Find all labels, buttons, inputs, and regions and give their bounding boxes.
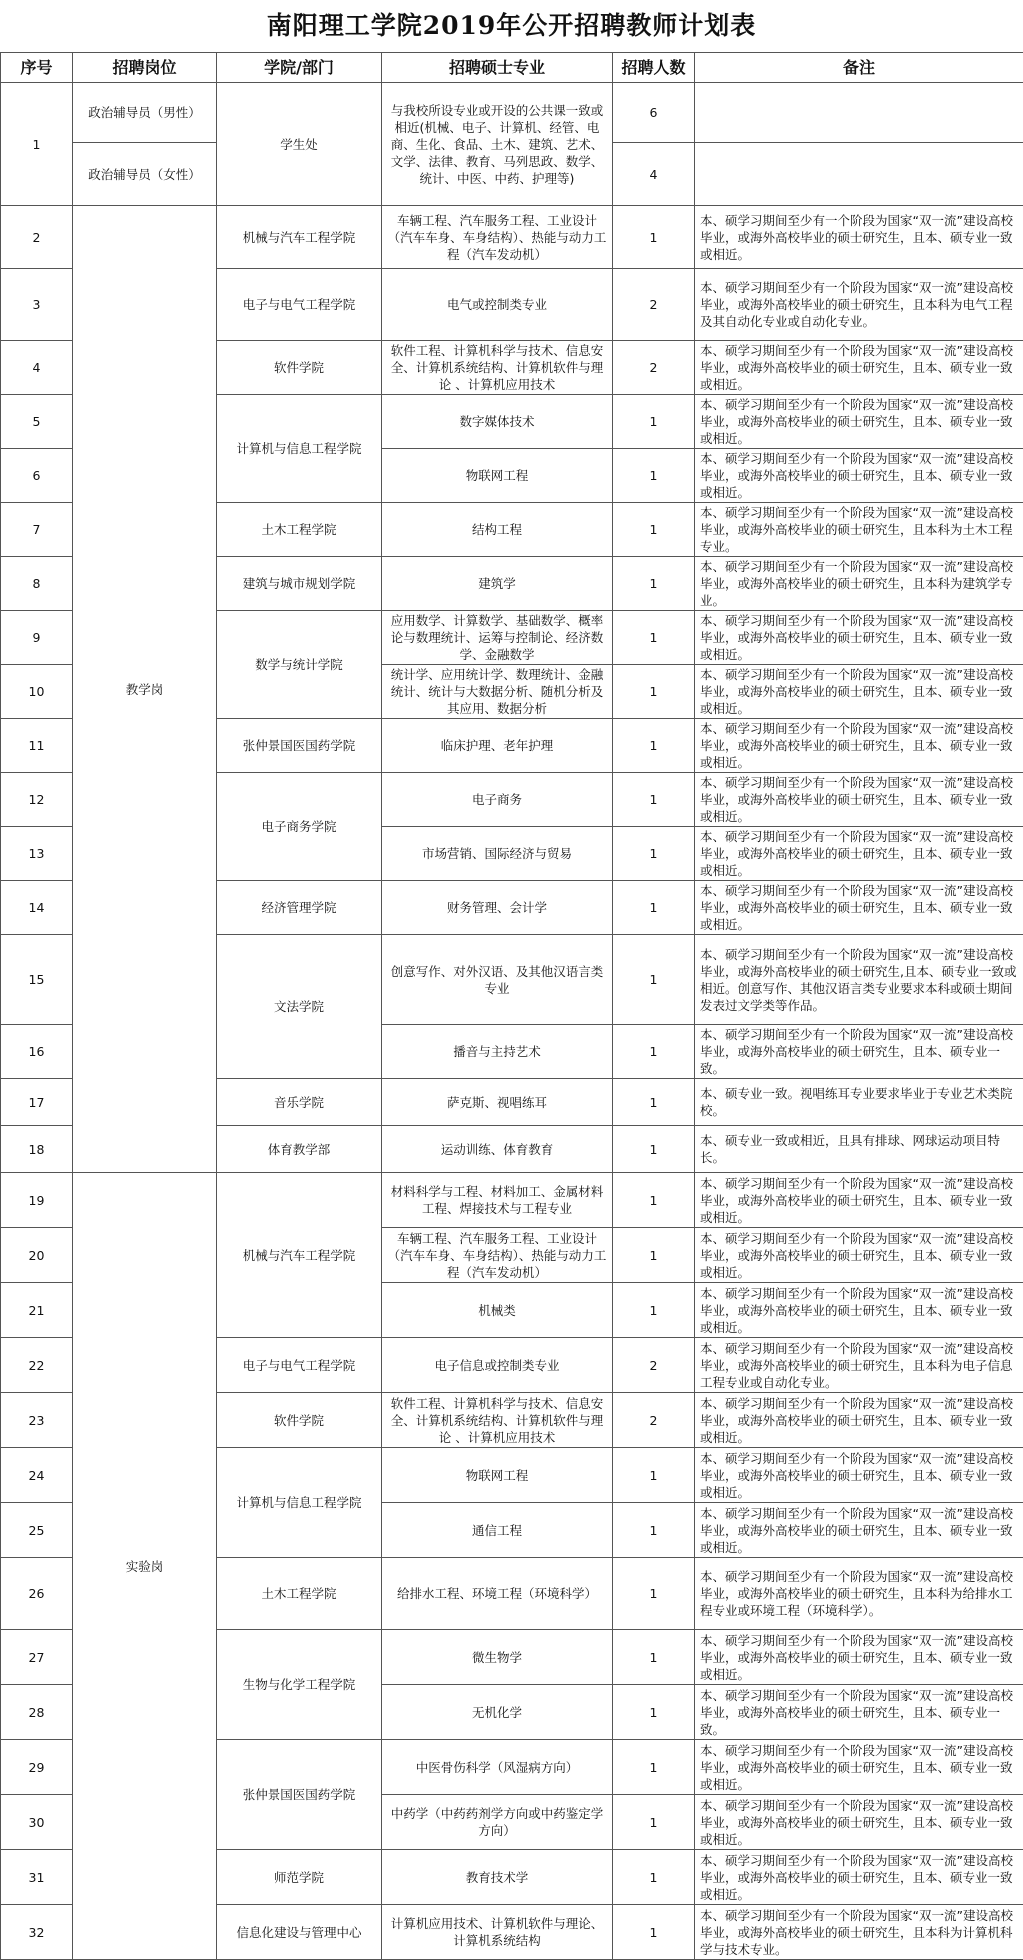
dept-cell: 经济管理学院	[217, 881, 382, 935]
table-row	[1, 1173, 1023, 1228]
note-cell: 本、硕专业一致。视唱练耳专业要求毕业于专业艺术类院校。	[695, 1079, 1023, 1126]
major-cell: 电子信息或控制类专业	[382, 1338, 613, 1393]
dept-cell: 电子商务学院	[217, 773, 382, 881]
count-cell: 2	[613, 1393, 695, 1448]
count-cell: 1	[613, 1503, 695, 1558]
note-cell: 本、硕学习期间至少有一个阶段为国家“双一流”建设高校毕业，或海外高校毕业的硕士研究生，且本、硕专业一致或相近。	[695, 1850, 1023, 1905]
seq-cell: 30	[1, 1795, 73, 1850]
note-cell: 本、硕学习期间至少有一个阶段为国家“双一流”建设高校毕业，或海外高校毕业的硕士研究生，且本、硕专业一致或相近。	[695, 773, 1023, 827]
seq-cell: 17	[1, 1079, 73, 1126]
dept-cell: 数学与统计学院	[217, 611, 382, 719]
note-cell	[695, 143, 1023, 206]
seq-cell: 7	[1, 503, 73, 557]
note-cell: 本、硕学习期间至少有一个阶段为国家“双一流”建设高校毕业，或海外高校毕业的硕士研究生，且本、硕专业一致或相近。	[695, 719, 1023, 773]
note-cell: 本、硕学习期间至少有一个阶段为国家“双一流”建设高校毕业，或海外高校毕业的硕士研究生，且本科为电子信息工程专业或自动化专业。	[695, 1338, 1023, 1393]
seq-cell: 3	[1, 269, 73, 341]
count-cell: 1	[613, 449, 695, 503]
page-title: 南阳理工学院2019年公开招聘教师计划表	[0, 0, 1023, 52]
major-cell: 教育技术学	[382, 1850, 613, 1905]
major-cell: 统计学、应用统计学、数理统计、金融统计、统计与大数据分析、随机分析及其应用、数据分析	[382, 665, 613, 719]
dept-cell: 张仲景国医国药学院	[217, 1740, 382, 1850]
count-cell: 2	[613, 269, 695, 341]
count-cell: 1	[613, 1850, 695, 1905]
dept-cell: 信息化建设与管理中心	[217, 1905, 382, 1960]
recruitment-table	[0, 52, 1023, 1960]
major-cell: 临床护理、老年护理	[382, 719, 613, 773]
header-note: 备注	[695, 53, 1023, 83]
major-cell: 市场营销、国际经济与贸易	[382, 827, 613, 881]
header-row	[1, 53, 1023, 83]
count-cell: 1	[613, 1283, 695, 1338]
post-cell: 政治辅导员（男性）	[73, 83, 217, 143]
major-cell: 与我校所设专业或开设的公共课一致或相近(机械、电子、计算机、经管、电商、生化、食品、土木、建筑、艺术、文学、法律、教育、马列思政、数学、统计、中医、中药、护理等)	[382, 83, 613, 206]
note-cell: 本、硕学习期间至少有一个阶段为国家“双一流”建设高校毕业，或海外高校毕业的硕士研究生，且本、硕专业一致或相近。	[695, 1283, 1023, 1338]
count-cell: 1	[613, 1905, 695, 1960]
count-cell: 1	[613, 1228, 695, 1283]
dept-cell: 体育教学部	[217, 1126, 382, 1173]
seq-cell: 5	[1, 395, 73, 449]
note-cell: 本、硕学习期间至少有一个阶段为国家“双一流”建设高校毕业，或海外高校毕业的硕士研究生，且本、硕专业一致。	[695, 1025, 1023, 1079]
seq-cell: 10	[1, 665, 73, 719]
major-cell: 结构工程	[382, 503, 613, 557]
note-cell: 本、硕学习期间至少有一个阶段为国家“双一流”建设高校毕业，或海外高校毕业的硕士研究生，且本、硕专业一致或相近。	[695, 1795, 1023, 1850]
note-cell: 本、硕学习期间至少有一个阶段为国家“双一流”建设高校毕业，或海外高校毕业的硕士研究生，且本、硕专业一致或相近。	[695, 1630, 1023, 1685]
seq-cell: 27	[1, 1630, 73, 1685]
major-cell: 微生物学	[382, 1630, 613, 1685]
dept-cell: 机械与汽车工程学院	[217, 1173, 382, 1338]
major-cell: 中药学（中药药剂学方向或中药鉴定学方向）	[382, 1795, 613, 1850]
seq-cell: 24	[1, 1448, 73, 1503]
major-cell: 车辆工程、汽车服务工程、工业设计（汽车车身、车身结构）、热能与动力工程（汽车发动机）	[382, 1228, 613, 1283]
note-cell: 本、硕学习期间至少有一个阶段为国家“双一流”建设高校毕业，或海外高校毕业的硕士研究生，且本、硕专业一致或相近。	[695, 206, 1023, 269]
major-cell: 软件工程、计算机科学与技术、信息安全、计算机系统结构、计算机软件与理论 、计算机应用技术	[382, 341, 613, 395]
count-cell: 1	[613, 773, 695, 827]
note-cell	[695, 83, 1023, 143]
header-count: 招聘人数	[613, 53, 695, 83]
seq-cell: 6	[1, 449, 73, 503]
header-major: 招聘硕士专业	[382, 53, 613, 83]
dept-cell: 土木工程学院	[217, 503, 382, 557]
major-cell: 运动训练、体育教育	[382, 1126, 613, 1173]
count-cell: 1	[613, 1685, 695, 1740]
count-cell: 1	[613, 827, 695, 881]
count-cell: 1	[613, 665, 695, 719]
note-cell: 本、硕学习期间至少有一个阶段为国家“双一流”建设高校毕业，或海外高校毕业的硕士研究生，且本科为给排水工程专业或环境工程（环境科学）。	[695, 1558, 1023, 1630]
dept-cell: 机械与汽车工程学院	[217, 206, 382, 269]
major-cell: 财务管理、会计学	[382, 881, 613, 935]
major-cell: 创意写作、对外汉语、及其他汉语言类专业	[382, 935, 613, 1025]
seq-cell: 2	[1, 206, 73, 269]
seq-cell: 32	[1, 1905, 73, 1960]
seq-cell: 28	[1, 1685, 73, 1740]
note-cell: 本、硕学习期间至少有一个阶段为国家“双一流”建设高校毕业，或海外高校毕业的硕士研究生，且本科为建筑学专业。	[695, 557, 1023, 611]
note-cell: 本、硕学习期间至少有一个阶段为国家“双一流”建设高校毕业，或海外高校毕业的硕士研究生，且本、硕专业一致或相近。	[695, 1448, 1023, 1503]
dept-cell: 计算机与信息工程学院	[217, 395, 382, 503]
seq-cell: 1	[1, 83, 73, 206]
header-post: 招聘岗位	[73, 53, 217, 83]
seq-cell: 23	[1, 1393, 73, 1448]
count-cell: 1	[613, 1126, 695, 1173]
seq-cell: 8	[1, 557, 73, 611]
header-dept: 学院/部门	[217, 53, 382, 83]
major-cell: 建筑学	[382, 557, 613, 611]
note-cell: 本、硕学习期间至少有一个阶段为国家“双一流”建设高校毕业，或海外高校毕业的硕士研究生，且本、硕专业一致或相近。	[695, 1173, 1023, 1228]
major-cell: 软件工程、计算机科学与技术、信息安全、计算机系统结构、计算机软件与理论 、计算机应用技术	[382, 1393, 613, 1448]
seq-cell: 26	[1, 1558, 73, 1630]
note-cell: 本、硕学习期间至少有一个阶段为国家“双一流”建设高校毕业，或海外高校毕业的硕士研究生，且本、硕专业一致或相近。	[695, 1503, 1023, 1558]
note-cell: 本、硕学习期间至少有一个阶段为国家“双一流”建设高校毕业，或海外高校毕业的硕士研究生，且本、硕专业一致。	[695, 1685, 1023, 1740]
count-cell: 1	[613, 206, 695, 269]
seq-cell: 21	[1, 1283, 73, 1338]
seq-cell: 16	[1, 1025, 73, 1079]
seq-cell: 19	[1, 1173, 73, 1228]
count-cell: 6	[613, 83, 695, 143]
seq-cell: 31	[1, 1850, 73, 1905]
seq-cell: 11	[1, 719, 73, 773]
note-cell: 本、硕学习期间至少有一个阶段为国家“双一流”建设高校毕业，或海外高校毕业的硕士研究生，且本、硕专业一致或相近。	[695, 881, 1023, 935]
dept-cell: 音乐学院	[217, 1079, 382, 1126]
count-cell: 1	[613, 1558, 695, 1630]
count-cell: 1	[613, 1740, 695, 1795]
count-cell: 2	[613, 1338, 695, 1393]
count-cell: 1	[613, 1173, 695, 1228]
count-cell: 1	[613, 719, 695, 773]
count-cell: 1	[613, 1448, 695, 1503]
count-cell: 1	[613, 1795, 695, 1850]
dept-cell: 师范学院	[217, 1850, 382, 1905]
note-cell: 本、硕学习期间至少有一个阶段为国家“双一流”建设高校毕业，或海外高校毕业的硕士研究生，且本、硕专业一致或相近。	[695, 1740, 1023, 1795]
major-cell: 电气或控制类专业	[382, 269, 613, 341]
major-cell: 物联网工程	[382, 449, 613, 503]
dept-cell: 电子与电气工程学院	[217, 269, 382, 341]
seq-cell: 15	[1, 935, 73, 1025]
dept-cell: 建筑与城市规划学院	[217, 557, 382, 611]
seq-cell: 14	[1, 881, 73, 935]
dept-cell: 学生处	[217, 83, 382, 206]
seq-cell: 22	[1, 1338, 73, 1393]
major-cell: 数字媒体技术	[382, 395, 613, 449]
table-row	[1, 206, 1023, 269]
count-cell: 1	[613, 395, 695, 449]
seq-cell: 4	[1, 341, 73, 395]
major-cell: 计算机应用技术、计算机软件与理论、计算机系统结构	[382, 1905, 613, 1960]
header-seq: 序号	[1, 53, 73, 83]
dept-cell: 软件学院	[217, 1393, 382, 1448]
note-cell: 本、硕学习期间至少有一个阶段为国家“双一流”建设高校毕业，或海外高校毕业的硕士研究生，且本、硕专业一致或相近。	[695, 449, 1023, 503]
major-cell: 车辆工程、汽车服务工程、工业设计（汽车车身、车身结构）、热能与动力工程（汽车发动机）	[382, 206, 613, 269]
major-cell: 物联网工程	[382, 1448, 613, 1503]
note-cell: 本、硕学习期间至少有一个阶段为国家“双一流”建设高校毕业，或海外高校毕业的硕士研究生，且本、硕专业一致或相近。	[695, 1393, 1023, 1448]
post-cell: 教学岗	[73, 206, 217, 1173]
dept-cell: 土木工程学院	[217, 1558, 382, 1630]
seq-cell: 20	[1, 1228, 73, 1283]
major-cell: 无机化学	[382, 1685, 613, 1740]
count-cell: 1	[613, 1630, 695, 1685]
table-row	[1, 83, 1023, 143]
note-cell: 本、硕学习期间至少有一个阶段为国家“双一流”建设高校毕业，或海外高校毕业的硕士研究生，且本、硕专业一致或相近。	[695, 1228, 1023, 1283]
dept-cell: 软件学院	[217, 341, 382, 395]
count-cell: 2	[613, 341, 695, 395]
post-cell: 政治辅导员（女性）	[73, 143, 217, 206]
dept-cell: 张仲景国医国药学院	[217, 719, 382, 773]
note-cell: 本、硕学习期间至少有一个阶段为国家“双一流”建设高校毕业，或海外高校毕业的硕士研究生，且本、硕专业一致或相近。	[695, 611, 1023, 665]
note-cell: 本、硕学习期间至少有一个阶段为国家“双一流”建设高校毕业，或海外高校毕业的硕士研究生，且本、硕专业一致或相近。	[695, 395, 1023, 449]
major-cell: 通信工程	[382, 1503, 613, 1558]
dept-cell: 文法学院	[217, 935, 382, 1079]
count-cell: 1	[613, 1025, 695, 1079]
count-cell: 1	[613, 557, 695, 611]
major-cell: 中医骨伤科学（风湿病方向）	[382, 1740, 613, 1795]
major-cell: 萨克斯、视唱练耳	[382, 1079, 613, 1126]
dept-cell: 电子与电气工程学院	[217, 1338, 382, 1393]
note-cell: 本、硕学习期间至少有一个阶段为国家“双一流”建设高校毕业，或海外高校毕业的硕士研究生，且本、硕专业一致或相近。	[695, 665, 1023, 719]
major-cell: 机械类	[382, 1283, 613, 1338]
major-cell: 给排水工程、环境工程（环境科学）	[382, 1558, 613, 1630]
note-cell: 本、硕学习期间至少有一个阶段为国家“双一流”建设高校毕业，或海外高校毕业的硕士研究生，且本、硕专业一致或相近。	[695, 341, 1023, 395]
dept-cell: 计算机与信息工程学院	[217, 1448, 382, 1558]
note-cell: 本、硕学习期间至少有一个阶段为国家“双一流”建设高校毕业，或海外高校毕业的硕士研究生，且本科为计算机科学与技术专业。	[695, 1905, 1023, 1960]
count-cell: 1	[613, 935, 695, 1025]
seq-cell: 12	[1, 773, 73, 827]
count-cell: 1	[613, 611, 695, 665]
major-cell: 应用数学、计算数学、基础数学、概率论与数理统计、运筹与控制论、经济数学、金融数学	[382, 611, 613, 665]
note-cell: 本、硕学习期间至少有一个阶段为国家“双一流”建设高校毕业，或海外高校毕业的硕士研究生，且本科为电气工程及其自动化专业或自动化专业。	[695, 269, 1023, 341]
note-cell: 本、硕学习期间至少有一个阶段为国家“双一流”建设高校毕业，或海外高校毕业的硕士研究生，且本科为土木工程专业。	[695, 503, 1023, 557]
dept-cell: 生物与化学工程学院	[217, 1630, 382, 1740]
major-cell: 材料科学与工程、材料加工、金属材料工程、焊接技术与工程专业	[382, 1173, 613, 1228]
seq-cell: 9	[1, 611, 73, 665]
count-cell: 1	[613, 881, 695, 935]
seq-cell: 25	[1, 1503, 73, 1558]
note-cell: 本、硕学习期间至少有一个阶段为国家“双一流”建设高校毕业，或海外高校毕业的硕士研究生,且本、硕专业一致或相近。创意写作、其他汉语言类专业要求本科或硕士期间发表过文学类等作品。	[695, 935, 1023, 1025]
count-cell: 1	[613, 503, 695, 557]
note-cell: 本、硕专业一致或相近，且具有排球、网球运动项目特长。	[695, 1126, 1023, 1173]
seq-cell: 18	[1, 1126, 73, 1173]
seq-cell: 29	[1, 1740, 73, 1795]
major-cell: 播音与主持艺术	[382, 1025, 613, 1079]
count-cell: 1	[613, 1079, 695, 1126]
note-cell: 本、硕学习期间至少有一个阶段为国家“双一流”建设高校毕业，或海外高校毕业的硕士研究生，且本、硕专业一致或相近。	[695, 827, 1023, 881]
major-cell: 电子商务	[382, 773, 613, 827]
seq-cell: 13	[1, 827, 73, 881]
count-cell: 4	[613, 143, 695, 206]
post-cell: 实验岗	[73, 1173, 217, 1960]
